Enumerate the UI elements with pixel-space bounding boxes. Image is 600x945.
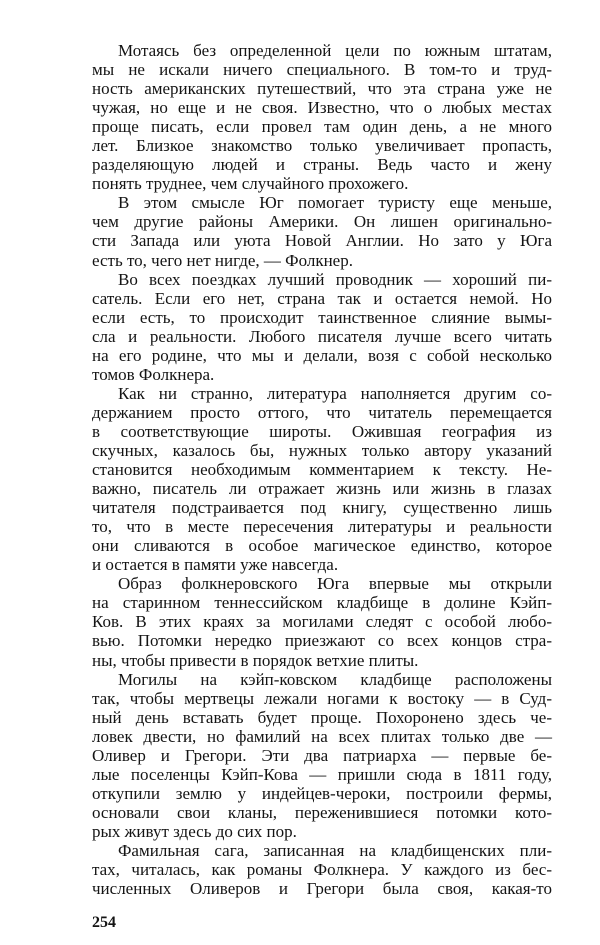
paragraph bbox=[92, 41, 552, 193]
text-line: становится необходимым комментарием к тексту. Не- bbox=[92, 460, 552, 480]
text-line: Ков. В этих краях за могилами следят с особой любо- bbox=[92, 612, 552, 632]
text-line: сла и реальности. Любого писателя лучше всего читать bbox=[92, 326, 552, 346]
text-line: они сливаются в особое магическое единство, которое bbox=[92, 536, 552, 556]
text-line: разделяющую людей и страны. Ведь часто и жену bbox=[92, 155, 552, 175]
text-line: тах, читалась, как романы Фолкнера. У каждого из бес- bbox=[92, 860, 552, 880]
text-line: держанием просто оттого, что читатель перемещается bbox=[92, 402, 552, 422]
text-line: В этом смысле Юг помогает туристу еще меньше, bbox=[118, 193, 552, 213]
text-line: скучных, казалось бы, нужных только автору указаний bbox=[92, 440, 552, 460]
text-line: численных Оливеров и Грегори была своя, какая-то bbox=[92, 879, 552, 899]
text-line: ны, чтобы привести в порядок ветхие плиты. bbox=[92, 650, 419, 670]
text-line: сатель. Если его нет, страна так и остается немой. Но bbox=[92, 288, 552, 308]
paragraph bbox=[92, 574, 552, 669]
text-line: Фамильная сага, записанная на кладбищенских пли- bbox=[118, 840, 552, 860]
text-line: чем другие районы Америки. Он лишен оригинально- bbox=[92, 212, 552, 232]
text-line: рых живут здесь до сих пор. bbox=[92, 821, 297, 841]
text-line: на старинном теннессийском кладбище в долине Кэйп- bbox=[92, 593, 552, 613]
page-number: 254 bbox=[92, 914, 116, 931]
text-line: проще писать, если провел там один день, а не много bbox=[92, 117, 552, 137]
text-line: есть то, чего нет нигде, — Фолкнер. bbox=[92, 250, 353, 270]
text-line: Могилы на кэйп-ковском кладбище расположены bbox=[118, 669, 552, 689]
text-line: ловек двести, но фамилий на всех плитах только две — bbox=[92, 726, 552, 746]
paragraph bbox=[92, 670, 552, 841]
text-line: основали свои кланы, переженившиеся потомки кото- bbox=[92, 802, 552, 822]
page-body bbox=[92, 41, 552, 898]
text-line: важно, писатель ли отражает жизнь или жизнь в глазах bbox=[92, 479, 552, 499]
text-line: мы не искали ничего специального. В том-то и труд- bbox=[92, 60, 552, 80]
text-line: Оливер и Грегори. Эти два патриарха — первые бе- bbox=[92, 745, 552, 765]
text-line: ный день вставать будет проще. Похоронено здесь че- bbox=[92, 707, 552, 727]
text-line: ность американских путешествий, что эта страна уже не bbox=[92, 79, 552, 99]
paragraph bbox=[92, 841, 552, 898]
text-line: чужая, но еще и не своя. Известно, что о любых местах bbox=[92, 98, 552, 118]
text-line: то, что в месте пересечения литературы и реальности bbox=[92, 517, 552, 537]
text-line: читателя подстраивается под книгу, существенно лишь bbox=[92, 498, 552, 518]
text-line: вью. Потомки нередко приезжают со всех концов стра- bbox=[92, 631, 552, 651]
text-line: лет. Близкое знакомство только увеличивает пропасть, bbox=[92, 136, 552, 156]
text-line: Во всех поездках лучший проводник — хороший пи- bbox=[118, 269, 552, 289]
text-line: на его родине, что мы и делали, возя с собой несколько bbox=[92, 345, 552, 365]
text-line: понять труднее, чем случайного прохожего. bbox=[92, 174, 409, 194]
text-line: в соответствующие широты. Ожившая география из bbox=[92, 421, 552, 441]
text-line: так, чтобы мертвецы лежали ногами к востоку — в Суд- bbox=[92, 688, 552, 708]
text-line: лые поселенцы Кэйп-Кова — пришли сюда в 1811 году, bbox=[92, 764, 552, 784]
paragraph bbox=[92, 384, 552, 574]
text-line: томов Фолкнера. bbox=[92, 364, 215, 384]
paragraph bbox=[92, 193, 552, 269]
text-line: сти Запада или уюта Новой Англии. Но зато у Юга bbox=[92, 231, 552, 251]
text-line: и остается в памяти уже навсегда. bbox=[92, 555, 339, 575]
text-line: Образ фолкнеровского Юга впервые мы открыли bbox=[118, 574, 552, 594]
text-line: откупили землю у индейцев-чероки, построили фермы, bbox=[92, 783, 552, 803]
text-line: если есть, то происходит таинственное слияние вымы- bbox=[92, 307, 552, 327]
paragraph bbox=[92, 270, 552, 384]
text-line: Как ни странно, литература наполняется другим со- bbox=[118, 383, 552, 403]
text-line: Мотаясь без определенной цели по южным штатам, bbox=[118, 41, 552, 60]
